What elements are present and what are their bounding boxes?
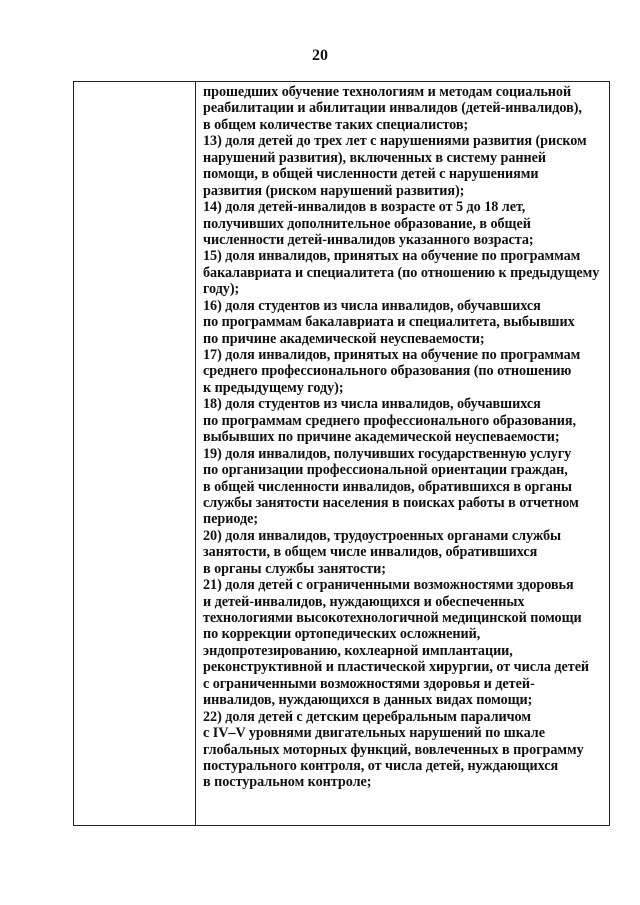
text-line: в общей численности инвалидов, обратившихся в органы (203, 478, 572, 495)
text-line: 18) доля студентов из числа инвалидов, обучавшихся (203, 396, 541, 413)
text-line: 16) доля студентов из числа инвалидов, обучавшихся (203, 297, 541, 314)
text-line: по коррекции ортопедических осложнений, (203, 626, 481, 643)
text-line: по программам бакалавриата и специалитета, выбывших (203, 314, 575, 331)
text-line: по программам среднего профессионального образования, (203, 412, 576, 429)
text-line: 21) доля детей с ограниченными возможностями здоровья (203, 577, 574, 594)
text-line: глобальных моторных функций, вовлеченных в программу (203, 741, 584, 758)
text-line: эндопротезированию, кохлеарной имплантации, (203, 642, 513, 659)
text-line: году); (203, 281, 240, 298)
text-line: реконструктивной и пластической хирургии, от числа детей (203, 659, 590, 676)
text-line: 13) доля детей до трех лет с нарушениями развития (риском (203, 133, 587, 150)
text-line: технологиями высокотехнологичной медицинской помощи (203, 610, 582, 626)
text-line: получивших дополнительное образование, в общей (203, 215, 531, 232)
text-line: постурального контроля, от числа детей, нуждающихся (203, 757, 559, 774)
document-table (73, 81, 610, 826)
text-line: 14) доля детей-инвалидов в возрасте от 5 до 18 лет, (203, 199, 526, 216)
text-line: и детей-инвалидов, нуждающихся и обеспеченных (203, 593, 525, 610)
text-line: занятости, в общем числе инвалидов, обратившихся (203, 544, 538, 561)
text-line: 20) доля инвалидов, трудоустроенных органами службы (203, 527, 562, 544)
text-line: в постуральном контроле; (203, 774, 372, 791)
text-line: помощи, в общей численности детей с нарушениями (203, 166, 539, 183)
text-line: с ограниченными возможностями здоровья и детей- (203, 675, 535, 692)
text-line: в органы службы занятости; (203, 560, 386, 577)
text-line: службы занятости населения в поисках работы в отчетном (203, 494, 579, 511)
text-line: нарушений развития), включенных в систему ранней (203, 149, 546, 166)
text-line: прошедших обучение технологиям и методам социальной (203, 84, 572, 100)
text-line: к предыдущему году); (203, 379, 344, 396)
text-line: 17) доля инвалидов, принятых на обучение по программам (203, 347, 581, 363)
text-line: инвалидов, нуждающихся в данных видах помощи; (203, 692, 533, 709)
text-line: развития (риском нарушений развития); (203, 182, 465, 199)
text-line: 15) доля инвалидов, принятых на обучение по программам (203, 248, 581, 265)
text-line: среднего профессионального образования (по отношению (203, 363, 572, 380)
table-text-cell (203, 84, 609, 791)
text-line: по причине академической неуспеваемости; (203, 330, 485, 347)
text-line: в общем количестве таких специалистов; (203, 116, 469, 133)
text-line: периоде; (203, 511, 259, 528)
text-line: бакалавриата и специалитета (по отношению к предыдущему (203, 264, 600, 281)
text-line: 19) доля инвалидов, получивших государственную услугу (203, 445, 572, 462)
text-line: с IV–V уровнями двигательных нарушений по шкале (203, 725, 545, 742)
page-number: 20 (312, 47, 328, 64)
table-left-cell (74, 82, 196, 825)
text-line: 22) доля детей с детским церебральным параличом (203, 708, 531, 725)
text-line: реабилитации и абилитации инвалидов (детей-инвалидов), (203, 100, 582, 117)
text-line: по организации профессиональной ориентации граждан, (203, 462, 568, 479)
text-line: выбывших по причине академической неуспеваемости; (203, 429, 560, 446)
text-line: численности детей-инвалидов указанного возраста; (203, 231, 534, 248)
